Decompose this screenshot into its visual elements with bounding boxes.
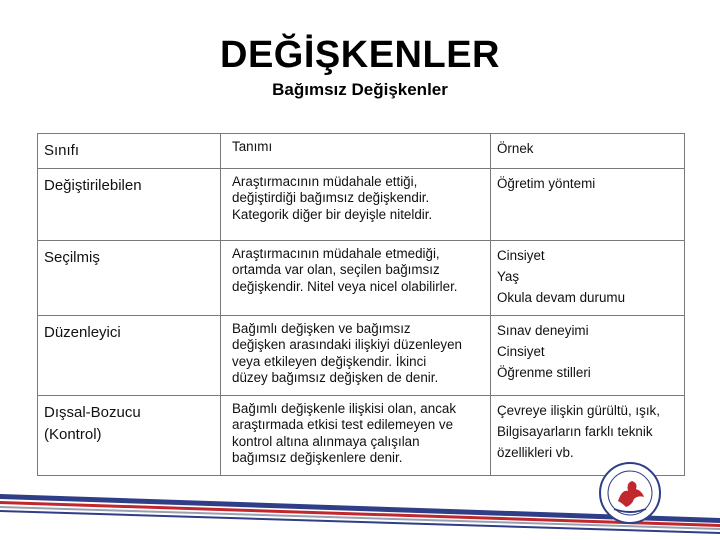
cell-line: Bağımlı değişkenle ilişkisi olan, ancak bbox=[232, 401, 457, 416]
cell-line: Düzenleyici bbox=[44, 324, 121, 341]
cell-line: kontrol altına alınmaya çalışılan bbox=[232, 433, 420, 449]
cell-line: Okula devam durumu bbox=[497, 289, 626, 305]
table-header-row bbox=[38, 134, 685, 169]
page-title: DEĞİŞKENLER bbox=[220, 34, 500, 76]
cell-line: Cinsiyet bbox=[497, 343, 545, 359]
cell-line: Araştırmacının müdahale etmediği, bbox=[232, 246, 440, 261]
row-class-cell bbox=[38, 316, 221, 396]
page-subtitle: Bağımsız Değişkenler bbox=[272, 80, 448, 99]
row-class-cell bbox=[38, 396, 221, 476]
row-definition-cell bbox=[221, 169, 491, 241]
variables-table bbox=[37, 133, 685, 476]
row-class-cell bbox=[38, 169, 221, 241]
cell-line: değişken arasındaki ilişkiyi düzenleyen bbox=[232, 337, 463, 353]
cell-line: Yaş bbox=[497, 268, 520, 284]
cell-line: bağımsız değişkenlere denir. bbox=[232, 450, 403, 466]
cell-line: Kategorik diğer bir deyişle niteldir. bbox=[232, 206, 433, 222]
cell-line: değişkendir. Nitel veya nicel olabilirler. bbox=[232, 278, 458, 294]
cell-line: Araştırmacının müdahale ettiği, bbox=[232, 174, 418, 189]
row-definition-cell bbox=[221, 396, 491, 476]
row-example-cell bbox=[491, 241, 685, 316]
cell-line: Dışsal-Bozucu bbox=[44, 404, 141, 421]
header-example: Örnek bbox=[491, 134, 685, 169]
cell-line: değiştirdiği bağımsız değişkendir. bbox=[232, 190, 430, 206]
cell-line: Cinsiyet bbox=[497, 248, 545, 263]
table-row bbox=[38, 241, 685, 316]
row-class-cell bbox=[38, 241, 221, 316]
row-example-cell bbox=[491, 316, 685, 396]
cell-line: düzey bağımsız değişken de denir. bbox=[232, 370, 439, 386]
row-definition-cell bbox=[221, 241, 491, 316]
cell-line: Öğretim yöntemi bbox=[497, 176, 596, 191]
cell-line: Seçilmiş bbox=[44, 249, 100, 266]
header-class: Sınıfı bbox=[38, 134, 221, 169]
cell-line: Değiştirilebilen bbox=[44, 177, 142, 194]
cell-line: araştırmada etkisi test edilemeyen ve bbox=[232, 417, 454, 433]
cell-line: Öğrenme stilleri bbox=[497, 364, 591, 380]
table-row bbox=[38, 169, 685, 241]
cell-line: (Kontrol) bbox=[44, 425, 102, 443]
table-row bbox=[38, 316, 685, 396]
cell-line: özellikleri vb. bbox=[497, 444, 574, 460]
cell-line: veya etkileyen değişkendir. İkinci bbox=[232, 353, 427, 369]
cell-line: Çevreye ilişkin gürültü, ışık, bbox=[497, 403, 660, 418]
row-definition-cell bbox=[221, 316, 491, 396]
university-seal-icon bbox=[598, 461, 662, 525]
cell-line: Sınav deneyimi bbox=[497, 323, 589, 338]
cell-line: Bağımlı değişken ve bağımsız bbox=[232, 321, 411, 336]
cell-line: Bilgisayarların farklı teknik bbox=[497, 423, 653, 439]
cell-line: ortamda var olan, seçilen bağımsız bbox=[232, 262, 440, 278]
header-definition: Tanımı bbox=[221, 134, 491, 169]
table-row bbox=[38, 396, 685, 476]
row-example-cell bbox=[491, 169, 685, 241]
